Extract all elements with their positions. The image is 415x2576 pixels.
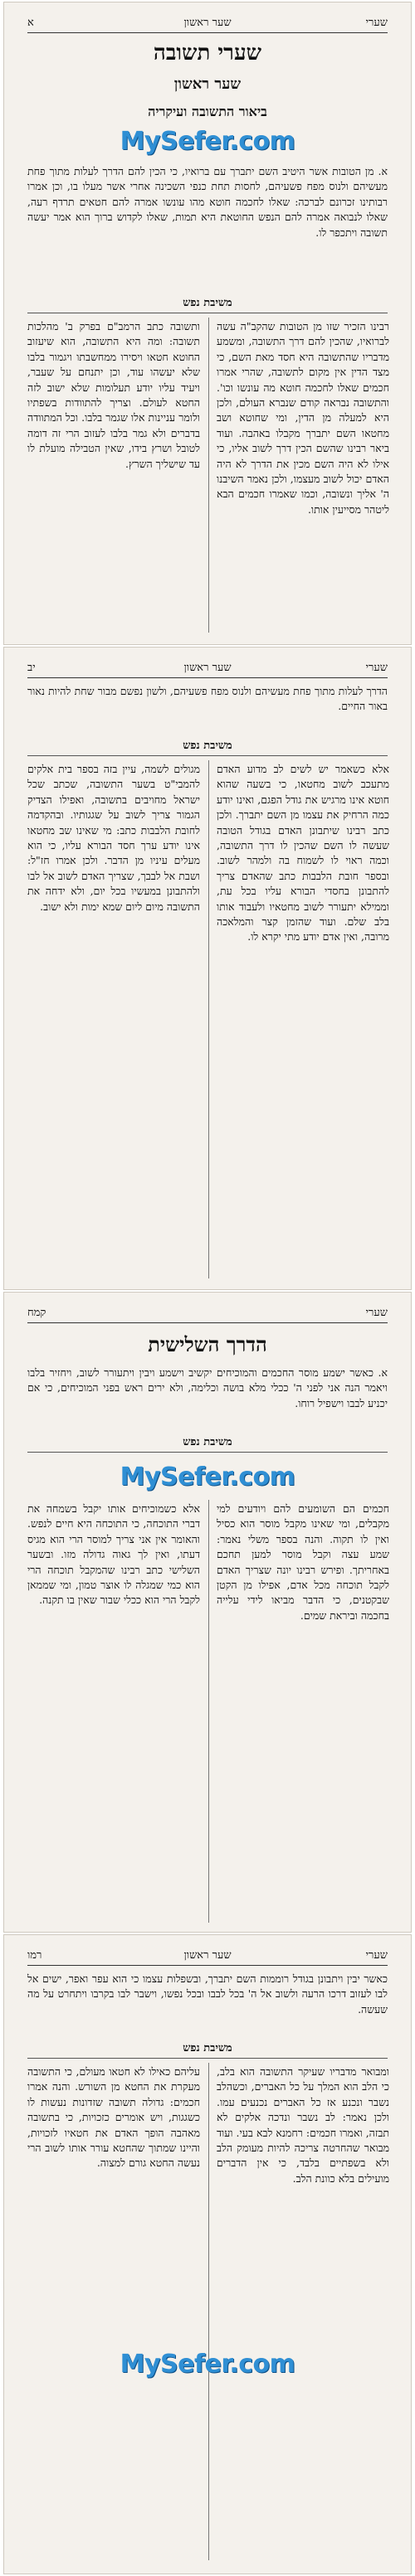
- section-title: ביאור התשובה ועיקריה: [148, 104, 267, 119]
- commentary-right-column: ומבואר מדבריו שעיקר התשובה הוא בלב, כי הלב הוא המלך על כל האברים, וכשהלב נשבר ונכנע אז כל האברים נכנעים עמו. ולכן נאמר: לב נשבר ונדכה אלקים לא תבזה, ואמרו חכמים: רחמנא לבא בעי. ועוד מבואר שהחרטה צריכה להיות מעומק הלב ולא בשפתיים בלבד, כי אין הדברים מועילים בלא כוונת הלב.: [217, 2065, 389, 2185]
- commentary-right-column: רבינו הזכיר שזו מן הטובות שהקב"ה עשה לברואיו, שהכין להם דרך התשובה, ומשמע מדבריו שהתשובה היא חסד מאת השם, כי מצד הדין אין מקום לתשובה, שהרי אמרו חכמים שאלו לחכמה חוטא מה עונשו וכו'. והתשובה נבראה קודם שנברא העולם, ולכן היא למעלה מן הדין, ומי שחוטא ושב מחטאו השם יתברך מקבלו באהבה. ועוד ביאר רבינו שהשם הכין דרך לשוב אליו, כי אילו לא היה השם מכין את הדרך לא היה האדם יכול לשוב מעצמו, ולכן נאמר השיבנו ה' אליך ונשובה, וכמו שאמרו חכמים הבא ליטהר מסייעין אותו.: [217, 320, 389, 516]
- book-page-4: [3, 1934, 412, 2574]
- header-center-text: שער ראשון: [183, 662, 232, 674]
- running-header: [27, 1947, 388, 1966]
- header-page-number: קמח: [27, 1307, 46, 1319]
- commentary-title: משיבת נפש: [183, 740, 232, 752]
- divider: [27, 1452, 388, 1453]
- column-divider: [208, 1500, 209, 1923]
- running-header: [27, 14, 388, 33]
- commentary-right-column: חכמים הם השומעים להם ויודעים למי מקבלים, ומי שאינו מקבל מוסר הוא כסיל ואין לו תקוה. והנה בספר משלי נאמר: שמע עצה וקבל מוסר למען תחכם באחריתך. ופירש רבינו יונה שצריך האדם לקבל תוכחה מכל אדם, אפילו מן הקטן שבקטנים, כי הדבר מביאו לידי עלייה בחכמה וביראת שמים.: [217, 1502, 389, 1622]
- header-center-text: שער ראשון: [183, 1949, 232, 1962]
- chapter-title: הדרך השלישית: [148, 1332, 267, 1356]
- commentary-left-column: אלא כשמוכיחים אותו יקבל בשמחה את דברי התוכחה, כי התוכחה היא חיים לנפש. והאומר אין אני צריך למוסר הרי הוא מגיס דעתו, ואין לך גאוה גדולה מזו. ובשער השלישי כתב רבינו שהמקבל תוכחה הרי הוא כמי שמגלה לו אוצר טמון, ומי שממאן לקבל הרי הוא ככלי שבור שאין בו תקנה.: [27, 1502, 200, 1607]
- book-page-2: [3, 647, 412, 1290]
- header-right-text: שערי: [365, 1307, 388, 1319]
- commentary-left-column: עליהם כאילו לא חטאו מעולם, כי התשובה מעקרת את החטא מן השורש. והנה אמרו חכמים: גדולה תשובה שזדונות נעשות לו כשגגות, ויש אומרים כזכויות, כי בתשובה מאהבה הופך האדם את חטאיו לזכויות, והיינו שמתוך שהחטא עורר אותו לשוב הרי נעשה החטא גורם למצוה.: [27, 2065, 200, 2170]
- header-center-text: שער ראשון: [183, 17, 232, 29]
- commentary-title: משיבת נפש: [183, 1436, 232, 1448]
- main-text: כאשר יבין ויתבונן בגודל רוממות השם יתברך, ובשפלות עצמו כי הוא עפר ואפר, ישים אל לבו לעזוב דרכו הרעה ולשוב אל ה' בכל לבבו ובכל נפשו, וישבר לבו בקרבו ויתחרט על מה שעשה.: [27, 1972, 388, 2016]
- column-divider: [208, 318, 209, 633]
- main-text: הדרך לעלות מתוך פחת מעשיהם ולנוס מפח פשעיהם, ולשון נפשם מבור שחת להיות נאור באור החיים.: [27, 685, 388, 713]
- header-right-text: שערי: [365, 662, 388, 674]
- commentary-left-column: ותשובה כתב הרמב"ם בפרק ב' מהלכות תשובה: ומה היא התשובה, הוא שיעזוב החוטא חטאו ויסירו ממחשבתו ויגמור בלבו שלא יעשהו עוד, וכן יתנחם על שעבר, ויעיד עליו יודע תעלומות שלא ישוב לזה החטא לעולם. וצריך להתוודות בשפתיו ולומר עניינות אלו שגמר בלבו. וכל המתוודה בדברים ולא גמר בלבו לעזוב הרי זה דומה לטובל ושרץ בידו, שאין הטבילה מועלת לו עד שישליך השרץ.: [27, 320, 200, 470]
- commentary-right-column: אלא כשאמר יש לשים לב מדוע האדם מתעכב לשוב מחטאו, כי בשעה שהוא חוטא אינו מרגיש את גודל הפגם, ואינו יודע כמה הרחיק את עצמו מן השם יתברך. ולכן כתב רבינו שיתבונן האדם בגודל הטובה שעשה לו השם שהכין לו דרך התשובה, וכמה ראוי לו לשמוח בה ולמהר לשוב. ובספר חובת הלבבות כתב שהאדם צריך להתבונן בחסדי הבורא עליו בכל עת, וממילא יתעורר לשוב מחטאיו ולעבוד אותו בלב שלם. ועוד שהזמן קצר והמלאכה מרובה, ואין אדם יודע מתי יקרא לו.: [217, 763, 389, 944]
- book-page-3: [3, 1292, 412, 1933]
- watermark-logo: MySefer.com: [120, 2350, 295, 2379]
- running-header: [27, 659, 388, 678]
- commentary-left-column: מגולים לשמה, עיין בזה בספר בית אלקים להמבי"ט בשער התשובה, שכתב שכל ישראל מחויבים בתשובה, ואפילו הצדיק הגמור צריך לשוב על שגגותיו. ובהקדמה לחובת הלבבות כתב: מי שאינו שב מחטאו אינו יודע ערך חסד הבורא עליו, כי הוא מעלים עיניו מן הדבר. ולכן אמרו חז"ל: ושבת אל לבבך, שצריך האדם לשוב אל לבו ולהתבונן במעשיו בכל יום, ולא ידחה את התשובה מיום ליום שמא ימות ולא ישוב.: [27, 763, 200, 913]
- header-right-text: שערי: [365, 17, 388, 29]
- main-text: א. מן הטובות אשר היטיב השם יתברך עם ברואיו, כי הכין להם הדרך לעלות מתוך פחת מעשיהם ולנוס מפח פשעיהם, לחסות תחת כנפי השכינה אחרי אשר מעלו בו, וכן אמרו רבותינו זכרונם לברכה: שאלו לחכמה חוטא מהו עונשו אמרה להם חטאים תרדף רעה, שאלו לנבואה אמרה להם הנפש החוטאת היא תמות, שאלו לקדוש ברוך הוא אמר יעשה תשובה ויתכפר לו.: [27, 165, 388, 239]
- commentary-title: משיבת נפש: [183, 297, 232, 309]
- column-divider: [208, 760, 209, 1278]
- header-page-number: רמו: [27, 1949, 42, 1962]
- main-text: א. כאשר ישמע מוסר החכמים והמוכיחים יקשיב וישמע ויבין ויתעורר לשוב, ויחזיר בלבו ויאמר הנה אני לפני ה' ככלי מלא בושה וכלימה, ולא ירים ראש בפני המוכיחים, כי אם יכניע לבבו וישפיל רוחו.: [27, 1366, 388, 1409]
- header-page-number: יב: [27, 662, 36, 674]
- book-page-1: [3, 2, 412, 645]
- commentary-title: משיבת נפש: [183, 2042, 232, 2054]
- column-divider: [208, 2063, 209, 2560]
- header-right-text: שערי: [365, 1949, 388, 1962]
- watermark-logo: MySefer.com: [120, 127, 295, 156]
- header-page-number: א: [27, 17, 34, 29]
- divider: [27, 755, 388, 756]
- divider: [27, 2058, 388, 2059]
- watermark-logo: MySefer.com: [120, 1463, 295, 1492]
- book-title: שערי תשובה: [153, 41, 262, 65]
- running-header: [27, 1304, 388, 1323]
- gate-title: שער ראשון: [173, 75, 242, 93]
